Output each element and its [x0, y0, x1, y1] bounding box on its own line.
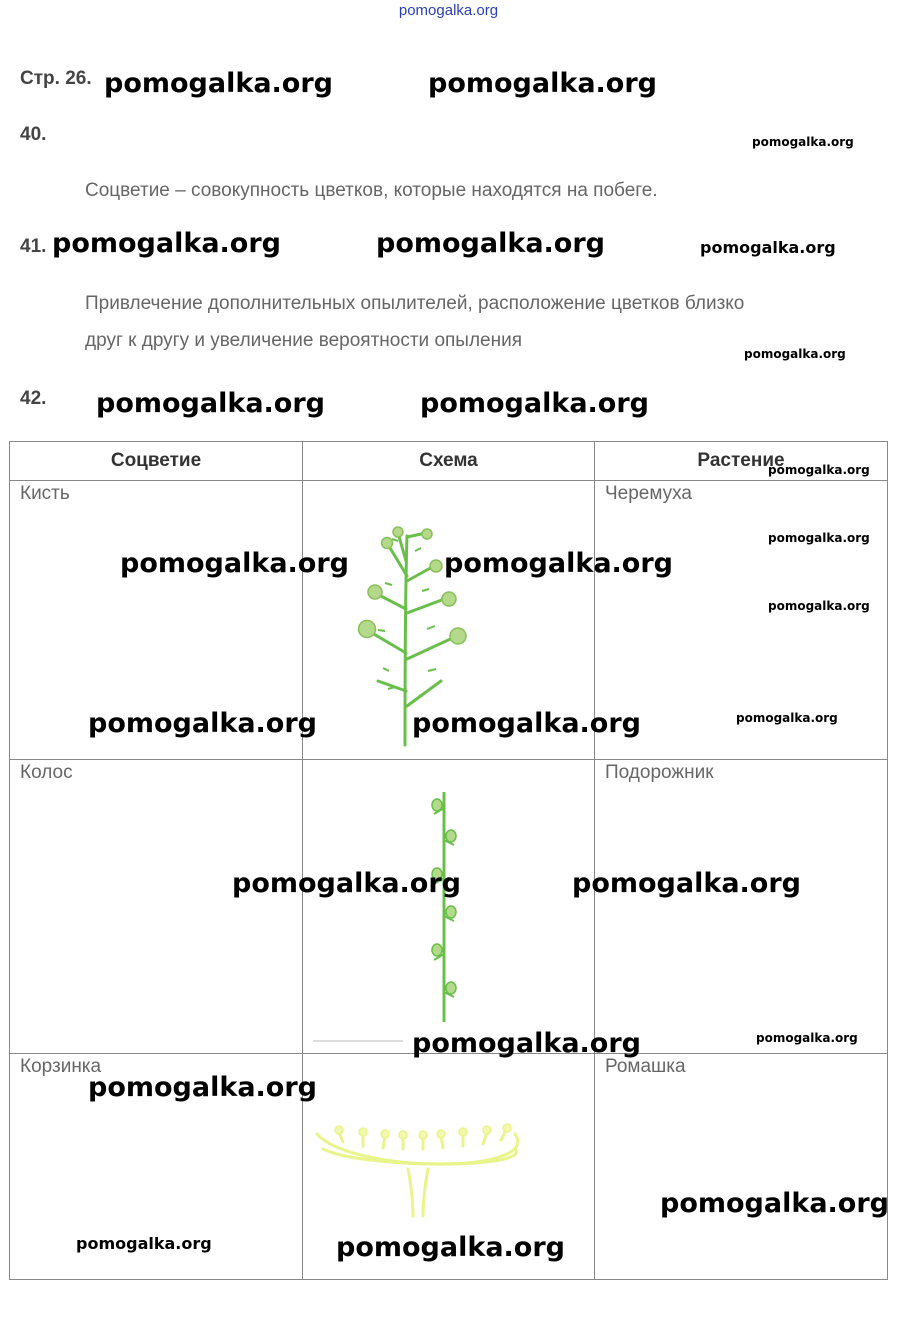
- inflorescence-name: Кисть: [20, 483, 70, 504]
- watermark: pomogalka.org: [768, 599, 870, 613]
- watermark: pomogalka.org: [752, 135, 854, 149]
- inflorescence-table: [9, 441, 888, 1280]
- watermark: pomogalka.org: [376, 228, 605, 259]
- watermark: pomogalka.org: [76, 1234, 212, 1253]
- table-row: [10, 481, 888, 760]
- question-41-answer-line1: Привлечение дополнительных опылителей, расположение цветков близко: [85, 293, 745, 314]
- capitulum-scheme-icon: [303, 1054, 595, 1280]
- plant-name: Черемуха: [605, 483, 692, 504]
- watermark: pomogalka.org: [412, 708, 641, 739]
- question-40-number: 40.: [20, 124, 47, 145]
- scheme-cell: [303, 760, 595, 1054]
- plant-name: Подорожник: [605, 762, 714, 783]
- watermark: pomogalka.org: [52, 228, 281, 259]
- table-row: [10, 760, 888, 1054]
- question-42-number: 42.: [20, 388, 47, 409]
- watermark: pomogalka.org: [96, 388, 325, 419]
- scheme-cell: [303, 1054, 595, 1280]
- page-label: Стр. 26.: [20, 68, 92, 89]
- watermark: pomogalka.org: [736, 711, 838, 725]
- site-header-link[interactable]: pomogalka.org: [398, 2, 499, 19]
- header-inflorescence: Соцветие: [10, 442, 303, 481]
- watermark: pomogalka.org: [572, 868, 801, 899]
- plant-name: Ромашка: [605, 1056, 686, 1077]
- raceme-scheme-icon: [303, 481, 595, 760]
- watermark: pomogalka.org: [412, 1028, 641, 1059]
- question-40-answer: Соцветие – совокупность цветков, которые находятся на побеге.: [85, 180, 658, 201]
- watermark: pomogalka.org: [88, 708, 317, 739]
- watermark: pomogalka.org: [700, 238, 836, 257]
- watermark: pomogalka.org: [768, 531, 870, 545]
- question-41-answer-line2: друг к другу и увеличение вероятности опыления: [85, 330, 522, 351]
- watermark: pomogalka.org: [420, 388, 649, 419]
- watermark: pomogalka.org: [120, 548, 349, 579]
- watermark: pomogalka.org: [756, 1031, 858, 1045]
- spike-scheme-icon: [303, 760, 595, 1054]
- table-header-row: [10, 442, 888, 481]
- watermark: pomogalka.org: [104, 68, 333, 99]
- question-41-number: 41.: [20, 236, 47, 257]
- watermark: pomogalka.org: [88, 1072, 317, 1103]
- watermark: pomogalka.org: [768, 463, 870, 477]
- watermark: pomogalka.org: [428, 68, 657, 99]
- inflorescence-name: Колос: [20, 762, 73, 783]
- watermark: pomogalka.org: [744, 347, 846, 361]
- watermark: pomogalka.org: [336, 1232, 565, 1263]
- watermark: pomogalka.org: [444, 548, 673, 579]
- watermark: pomogalka.org: [232, 868, 461, 899]
- watermark: pomogalka.org: [660, 1188, 889, 1219]
- table-row: [10, 1054, 888, 1280]
- inflorescence-name: Корзинка: [20, 1056, 102, 1077]
- header-scheme: Схема: [303, 442, 595, 481]
- header-plant: Растение: [595, 442, 888, 481]
- scheme-cell: [303, 481, 595, 760]
